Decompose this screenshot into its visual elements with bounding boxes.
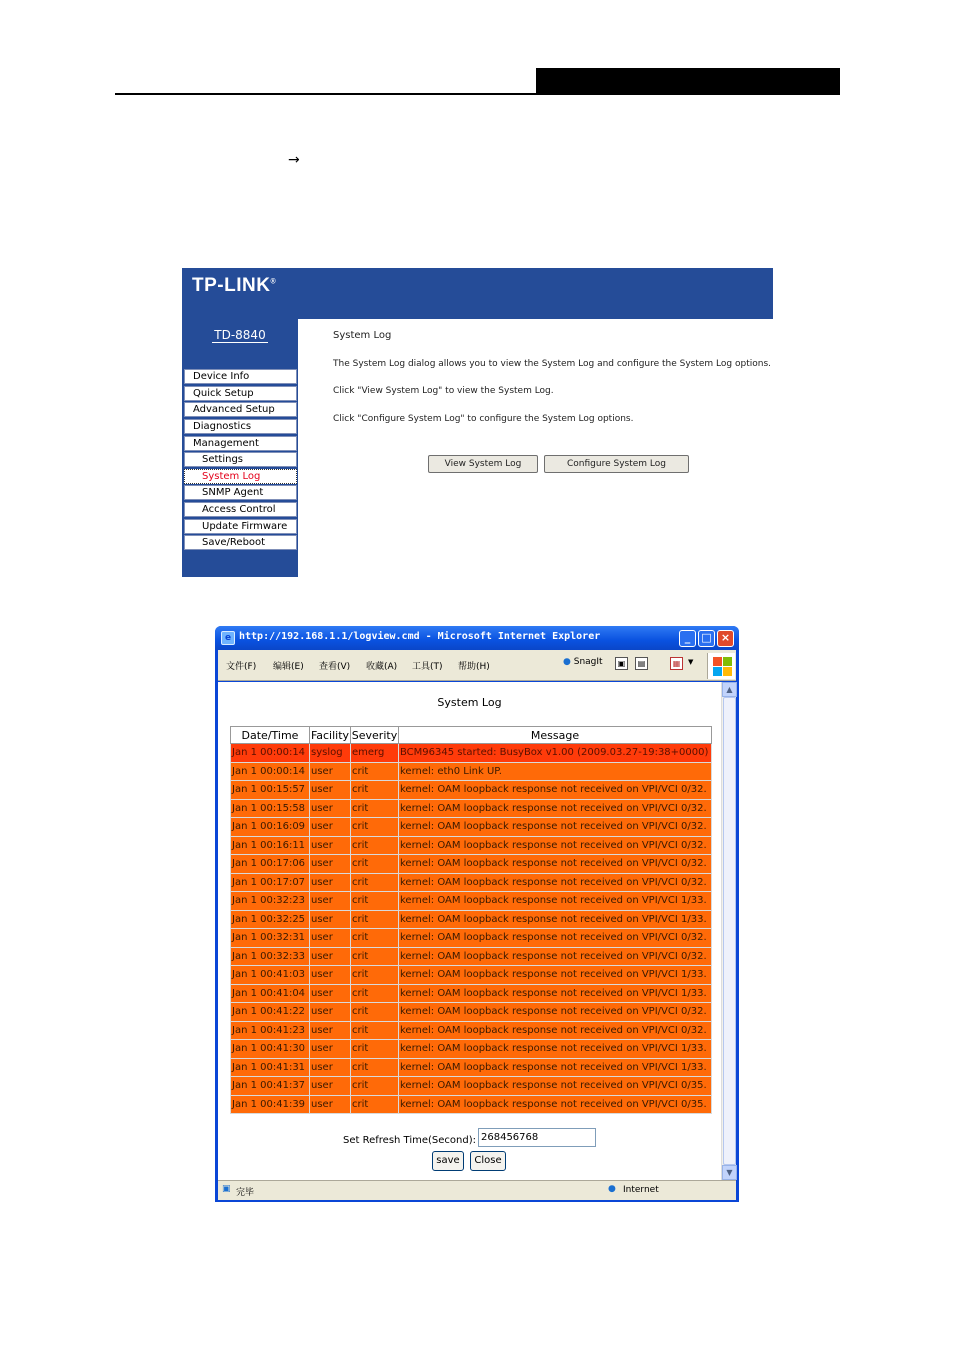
menu-item-device-info[interactable]: Device Info bbox=[184, 369, 297, 384]
table-row bbox=[231, 947, 712, 966]
table-row bbox=[231, 1021, 712, 1040]
ie-menubar bbox=[218, 650, 736, 681]
router-sidebar bbox=[182, 319, 298, 577]
cell-message: BCM96345 started: BusyBox v1.00 (2009.03.27-19:38+0000) bbox=[399, 744, 712, 763]
ie-statusbar bbox=[218, 1180, 736, 1200]
cell-message: kernel: OAM loopback response not received on VPI/VCI 0/32. bbox=[399, 818, 712, 837]
menu-view[interactable]: 查看(V) bbox=[319, 662, 351, 672]
table-row bbox=[231, 1077, 712, 1096]
column-header-facility: Facility bbox=[310, 728, 350, 742]
cell-severity: crit bbox=[351, 929, 399, 948]
table-row bbox=[231, 1095, 712, 1114]
cell-date-time: Jan 1 00:15:58 bbox=[231, 799, 310, 818]
cell-message: kernel: OAM loopback response not received on VPI/VCI 1/33. bbox=[399, 1058, 712, 1077]
table-row bbox=[231, 781, 712, 800]
cell-date-time: Jan 1 00:00:14 bbox=[231, 762, 310, 781]
cell-date-time: Jan 1 00:41:39 bbox=[231, 1095, 310, 1114]
cell-date-time: Jan 1 00:41:30 bbox=[231, 1040, 310, 1059]
menu-item-quick-setup[interactable]: Quick Setup bbox=[184, 386, 297, 401]
cell-message: kernel: OAM loopback response not received on VPI/VCI 1/33. bbox=[399, 892, 712, 911]
cell-severity: crit bbox=[351, 818, 399, 837]
capture-icon[interactable]: ▣ bbox=[615, 657, 628, 670]
router-web-ui bbox=[182, 268, 773, 577]
menu-item-advanced-setup[interactable]: Advanced Setup bbox=[184, 402, 297, 417]
cell-severity: crit bbox=[351, 855, 399, 874]
menu-item-save-reboot[interactable]: Save/Reboot bbox=[184, 535, 297, 550]
document-header-rule bbox=[115, 93, 840, 95]
cell-message: kernel: OAM loopback response not received on VPI/VCI 0/32. bbox=[399, 799, 712, 818]
table-row bbox=[231, 1058, 712, 1077]
cell-message: kernel: OAM loopback response not received on VPI/VCI 1/33. bbox=[399, 1040, 712, 1059]
menu-favorites[interactable]: 收藏(A) bbox=[366, 662, 398, 672]
cell-facility: user bbox=[310, 929, 351, 948]
cell-message: kernel: OAM loopback response not received on VPI/VCI 1/33. bbox=[399, 984, 712, 1003]
ie-page-content bbox=[218, 682, 721, 1180]
cell-message: kernel: OAM loopback response not received on VPI/VCI 0/32. bbox=[399, 1003, 712, 1022]
cell-facility: user bbox=[310, 1040, 351, 1059]
document-header-bar bbox=[536, 68, 840, 95]
view-system-log-button[interactable]: View System Log bbox=[428, 455, 538, 473]
windows-logo-icon bbox=[707, 653, 735, 679]
cell-message: kernel: eth0 Link UP. bbox=[399, 762, 712, 781]
cell-date-time: Jan 1 00:41:31 bbox=[231, 1058, 310, 1077]
cell-facility: user bbox=[310, 781, 351, 800]
menu-item-access-control[interactable]: Access Control bbox=[184, 502, 297, 517]
arrow-icon: → bbox=[288, 152, 300, 168]
cell-date-time: Jan 1 00:32:31 bbox=[231, 929, 310, 948]
cell-facility: user bbox=[310, 836, 351, 855]
scroll-down-icon[interactable]: ▼ bbox=[722, 1165, 737, 1180]
cell-facility: user bbox=[310, 818, 351, 837]
cell-severity: crit bbox=[351, 947, 399, 966]
cell-message: kernel: OAM loopback response not received on VPI/VCI 1/33. bbox=[399, 966, 712, 985]
table-header-row bbox=[231, 727, 712, 744]
page-title: System Log bbox=[333, 330, 392, 341]
cell-facility: user bbox=[310, 855, 351, 874]
scroll-up-icon[interactable]: ▲ bbox=[722, 682, 737, 697]
table-row bbox=[231, 818, 712, 837]
cell-severity: crit bbox=[351, 781, 399, 800]
maximize-button[interactable]: □ bbox=[698, 630, 715, 647]
cell-severity: crit bbox=[351, 1003, 399, 1022]
column-header-severity: Severity bbox=[351, 728, 398, 742]
globe-icon: ● bbox=[608, 1184, 616, 1194]
page-done-icon: ▣ bbox=[222, 1184, 231, 1194]
save-button[interactable]: save bbox=[432, 1151, 464, 1171]
cell-facility: user bbox=[310, 873, 351, 892]
cell-message: kernel: OAM loopback response not received on VPI/VCI 0/32. bbox=[399, 947, 712, 966]
configure-instructions-text: Click "Configure System Log" to configure the System Log options. bbox=[333, 414, 634, 424]
cell-severity: crit bbox=[351, 984, 399, 1003]
table-row bbox=[231, 836, 712, 855]
minimize-button[interactable]: _ bbox=[679, 630, 696, 647]
table-row bbox=[231, 984, 712, 1003]
cell-date-time: Jan 1 00:32:25 bbox=[231, 910, 310, 929]
menu-edit[interactable]: 编辑(E) bbox=[273, 662, 304, 672]
table-row bbox=[231, 744, 712, 763]
close-window-button[interactable]: × bbox=[717, 630, 734, 647]
table-row bbox=[231, 1003, 712, 1022]
cell-severity: crit bbox=[351, 892, 399, 911]
menu-item-system-log[interactable]: System Log bbox=[184, 469, 297, 484]
cell-facility: user bbox=[310, 892, 351, 911]
cell-date-time: Jan 1 00:41:23 bbox=[231, 1021, 310, 1040]
cell-date-time: Jan 1 00:41:04 bbox=[231, 984, 310, 1003]
cell-facility: user bbox=[310, 1077, 351, 1096]
cell-date-time: Jan 1 00:41:37 bbox=[231, 1077, 310, 1096]
cell-date-time: Jan 1 00:32:33 bbox=[231, 947, 310, 966]
menu-item-diagnostics[interactable]: Diagnostics bbox=[184, 419, 297, 434]
cell-severity: crit bbox=[351, 966, 399, 985]
ie-page-icon: e bbox=[221, 631, 235, 645]
menu-file[interactable]: 文件(F) bbox=[226, 662, 257, 672]
cell-date-time: Jan 1 00:17:06 bbox=[231, 855, 310, 874]
table-row bbox=[231, 966, 712, 985]
cell-message: kernel: OAM loopback response not received on VPI/VCI 0/32. bbox=[399, 855, 712, 874]
refresh-time-label: Set Refresh Time(Second): bbox=[343, 1135, 476, 1146]
cell-severity: crit bbox=[351, 1095, 399, 1114]
description-text: The System Log dialog allows you to view the System Log and configure the System Log options. bbox=[333, 359, 772, 369]
menu-help[interactable]: 帮助(H) bbox=[458, 662, 490, 672]
cell-message: kernel: OAM loopback response not received on VPI/VCI 0/32. bbox=[399, 873, 712, 892]
tplink-logo: TP-LINK® bbox=[192, 275, 277, 296]
cell-message: kernel: OAM loopback response not received on VPI/VCI 0/32. bbox=[399, 836, 712, 855]
window-title: http://192.168.1.1/logview.cmd - Microsoft Internet Explorer bbox=[239, 631, 601, 642]
menu-item-settings[interactable]: Settings bbox=[184, 452, 297, 467]
snagit-icon: ● bbox=[563, 657, 571, 667]
cell-facility: user bbox=[310, 1021, 351, 1040]
status-text: 完毕 bbox=[236, 1188, 255, 1198]
configure-system-log-button[interactable]: Configure System Log bbox=[544, 455, 689, 473]
ie-window bbox=[215, 626, 739, 1202]
cell-date-time: Jan 1 00:32:23 bbox=[231, 892, 310, 911]
cell-date-time: Jan 1 00:00:14 bbox=[231, 744, 310, 763]
scrollbar-thumb[interactable] bbox=[723, 697, 736, 1165]
cell-severity: crit bbox=[351, 1058, 399, 1077]
cell-message: kernel: OAM loopback response not received on VPI/VCI 0/35. bbox=[399, 1095, 712, 1114]
cell-facility: syslog bbox=[310, 744, 351, 763]
view-instructions-text: Click "View System Log" to view the System Log. bbox=[333, 386, 554, 396]
cell-facility: user bbox=[310, 966, 351, 985]
cell-date-time: Jan 1 00:16:09 bbox=[231, 818, 310, 837]
cell-date-time: Jan 1 00:41:03 bbox=[231, 966, 310, 985]
capture-settings-icon[interactable]: ▤ bbox=[635, 657, 648, 670]
table-row bbox=[231, 762, 712, 781]
cell-severity: crit bbox=[351, 1040, 399, 1059]
cell-facility: user bbox=[310, 910, 351, 929]
refresh-time-input[interactable] bbox=[478, 1128, 596, 1147]
cell-severity: crit bbox=[351, 910, 399, 929]
cell-message: kernel: OAM loopback response not received on VPI/VCI 0/32. bbox=[399, 781, 712, 800]
menu-item-update-firmware[interactable]: Update Firmware bbox=[184, 519, 297, 534]
close-button[interactable]: Close bbox=[470, 1151, 506, 1171]
cell-facility: user bbox=[310, 1095, 351, 1114]
table-row bbox=[231, 892, 712, 911]
cell-message: kernel: OAM loopback response not received on VPI/VCI 0/35. bbox=[399, 1077, 712, 1096]
cell-severity: crit bbox=[351, 799, 399, 818]
cell-severity: crit bbox=[351, 1021, 399, 1040]
cell-message: kernel: OAM loopback response not received on VPI/VCI 1/33. bbox=[399, 910, 712, 929]
cell-severity: crit bbox=[351, 762, 399, 781]
cell-facility: user bbox=[310, 762, 351, 781]
cell-facility: user bbox=[310, 1058, 351, 1077]
cell-date-time: Jan 1 00:41:22 bbox=[231, 1003, 310, 1022]
cell-severity: emerg bbox=[351, 744, 399, 763]
cell-message: kernel: OAM loopback response not received on VPI/VCI 0/32. bbox=[399, 1021, 712, 1040]
cell-severity: crit bbox=[351, 873, 399, 892]
table-row bbox=[231, 873, 712, 892]
cell-date-time: Jan 1 00:17:07 bbox=[231, 873, 310, 892]
log-title: System Log bbox=[437, 696, 502, 709]
cell-date-time: Jan 1 00:16:11 bbox=[231, 836, 310, 855]
table-row bbox=[231, 929, 712, 948]
ie-titlebar[interactable] bbox=[215, 626, 739, 650]
table-row bbox=[231, 1040, 712, 1059]
cell-facility: user bbox=[310, 799, 351, 818]
table-row bbox=[231, 910, 712, 929]
system-log-table bbox=[230, 726, 712, 1114]
cell-date-time: Jan 1 00:15:57 bbox=[231, 781, 310, 800]
menu-tools[interactable]: 工具(T) bbox=[412, 662, 443, 672]
menu-item-snmp-agent[interactable]: SNMP Agent bbox=[184, 485, 297, 500]
zone-text: Internet bbox=[623, 1185, 659, 1195]
cell-facility: user bbox=[310, 984, 351, 1003]
model-name: TD-8840 bbox=[214, 328, 266, 342]
cell-facility: user bbox=[310, 1003, 351, 1022]
cell-severity: crit bbox=[351, 1077, 399, 1096]
cell-message: kernel: OAM loopback response not received on VPI/VCI 0/32. bbox=[399, 929, 712, 948]
menu-item-management[interactable]: Management bbox=[184, 436, 297, 451]
column-header-date-time: Date/Time bbox=[231, 727, 310, 744]
chevron-down-icon[interactable]: ▼ bbox=[688, 658, 694, 666]
cell-severity: crit bbox=[351, 836, 399, 855]
router-banner bbox=[182, 268, 773, 319]
vertical-scrollbar[interactable] bbox=[721, 682, 736, 1180]
toolbar-extension-icon[interactable]: ▦ bbox=[670, 657, 683, 670]
system-log-rows bbox=[231, 744, 712, 1114]
cell-facility: user bbox=[310, 947, 351, 966]
snagit-button[interactable]: ● SnagIt bbox=[563, 657, 603, 667]
column-header-message: Message bbox=[399, 727, 712, 744]
table-row bbox=[231, 799, 712, 818]
table-row bbox=[231, 855, 712, 874]
